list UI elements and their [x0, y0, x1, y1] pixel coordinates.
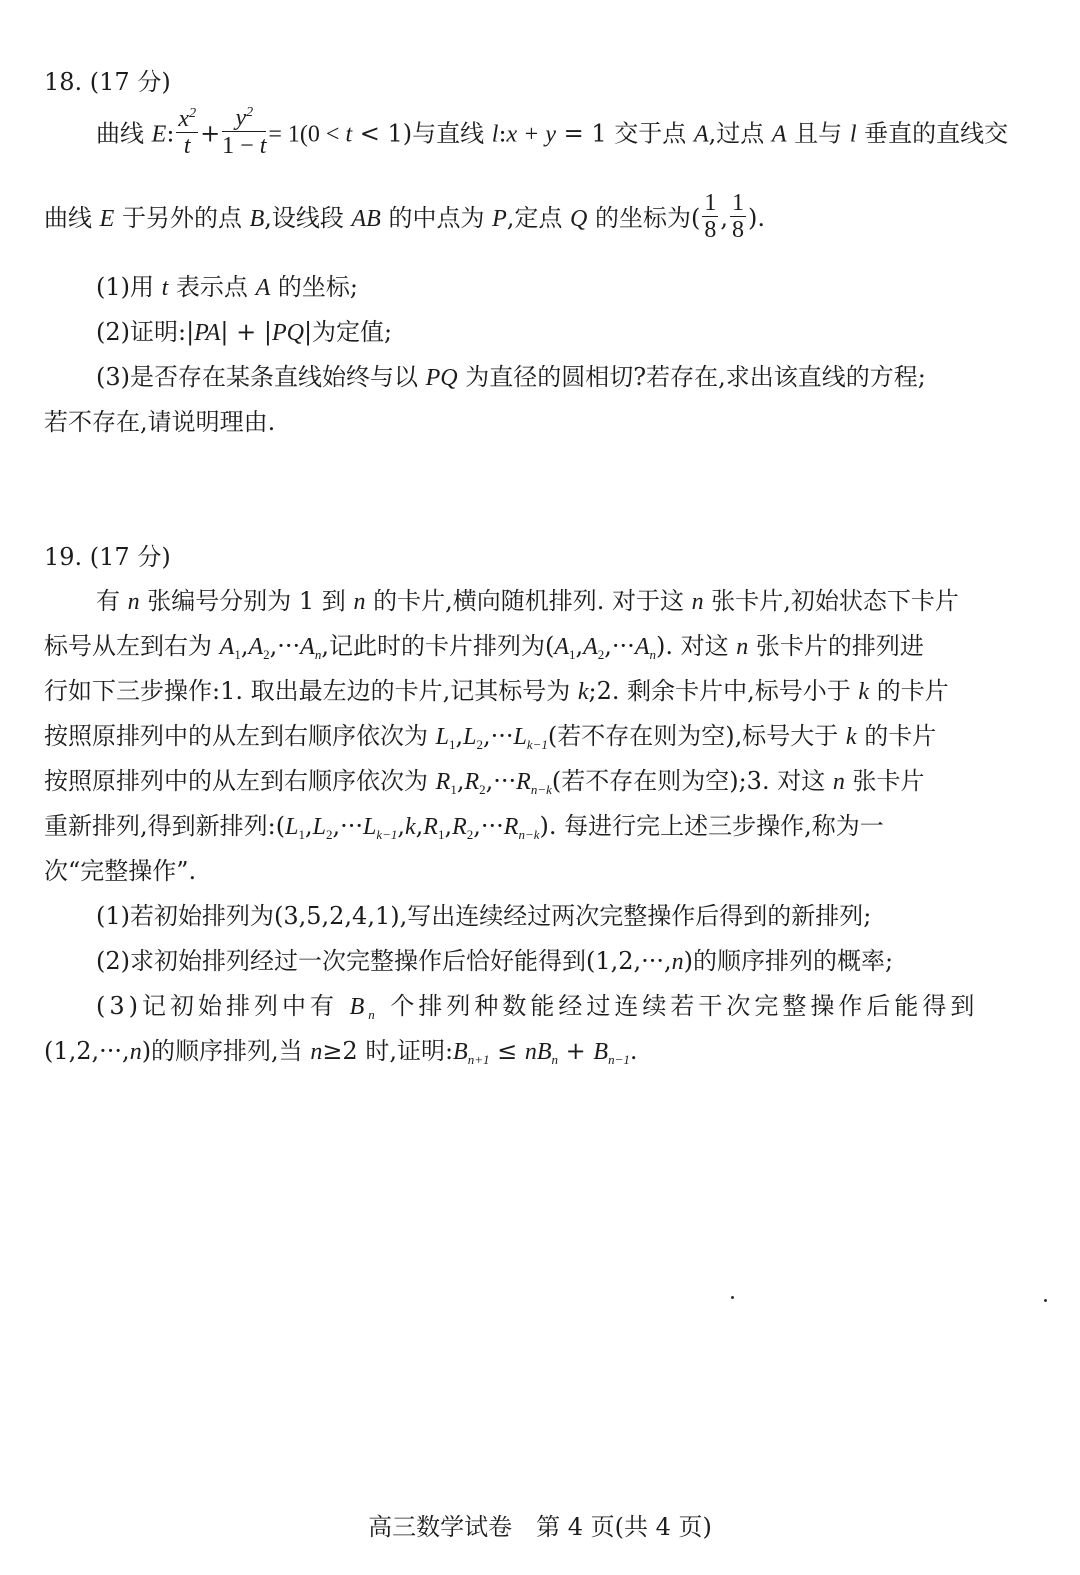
q19-line5: 按照原排列中的从左到右顺序依次为 $R_1,R_2,\cdot\cdot\cdot R_{n-k}$(若不存在则为空);3. 对这 n 张卡片: [44, 767, 925, 797]
q19-header: 19. (17 分): [44, 543, 171, 571]
fraction-one-eighth: $\frac{1}{8}$: [704, 190, 717, 243]
q19-line7: 次“完整操作”.: [44, 857, 197, 885]
q18-part3: (3)是否存在某条直线始终与以 PQ 为直径的圆相切?若存在,求出该直线的方程;: [96, 363, 926, 391]
fraction-x2-over-t: $\frac{x^2}{t}$: [178, 105, 197, 159]
scan-speck: [731, 1296, 734, 1299]
q18-part1: (1)用 t 表示点 A 的坐标;: [96, 273, 358, 301]
q18-line1: 曲线 E: $\frac{x^2}{t}$ + $\frac{y^2}{1 - t}$ = 1(0 < t < 1)与直线 l:x + y = 1 交于点 A,过点 A 且与 l 垂直的直线交: [96, 105, 1009, 159]
q18-header: 18. (17 分): [44, 68, 171, 96]
fraction-one-eighth: $\frac{1}{8}$: [732, 190, 745, 243]
q18-part3-line2: 若不存在,请说明理由.: [44, 408, 276, 436]
page-footer: 高三数学试卷 第 4 页(共 4 页): [368, 1513, 712, 1541]
q19-line3: 行如下三步操作:1. 取出最左边的卡片,记其标号为 k;2. 剩余卡片中,标号小于 k 的卡片: [44, 677, 949, 705]
q19-part3-line2: (1,2,···,n)的顺序排列,当 n≥2 时,证明$:B_{n+1} \le nB_n + B_{n-1}$.: [44, 1037, 638, 1067]
q19-line2: 标号从左到右为 $A_1,A_2,\cdot\cdot\cdot A_n$,记此时的卡片排列为$(A_1,A_2,\cdot\cdot\cdot A_n)$. 对这 n 张卡片的排列进: [44, 632, 924, 662]
q18-line2: 曲线 E 于另外的点 B,设线段 AB 的中点为 P,定点 Q 的坐标为( $\frac{1}{8}$ , $\frac{1}{8}$ ).: [44, 190, 766, 243]
q19-part3: (3)记初始排列中有 $B_n$ 个排列种数能经过连续若干次完整操作后能得到: [96, 992, 979, 1022]
q19-line1: 有 n 张编号分别为 1 到 n 的卡片,横向随机排列. 对于这 n 张卡片,初始状态下卡片: [96, 587, 959, 615]
q19-line6: 重新排列,得到新排列$:(L_1,L_2,\cdot\cdot\cdot L_{k-1},k,R_1,R_2,\cdot\cdot\cdot R_{n-k})$. 每进行完上述三步操作,称为一: [44, 812, 884, 842]
q19-part2: (2)求初始排列经过一次完整操作后恰好能得到(1,2,···,n)的顺序排列的概率;: [96, 947, 894, 975]
q18-part2: (2)证明:|PA| + |PQ|为定值;: [96, 318, 393, 346]
fraction-y2-over-1-minus-t: $\frac{y^2}{1 - t}$: [222, 105, 267, 159]
q19-part1: (1)若初始排列为(3,5,2,4,1),写出连续经过两次完整操作后得到的新排列;: [96, 902, 872, 930]
scan-speck: [1044, 1299, 1047, 1302]
q19-line4: 按照原排列中的从左到右顺序依次为 $L_1,L_2,\cdot\cdot\cdot L_{k-1}$(若不存在则为空),标号大于 k 的卡片: [44, 722, 937, 752]
